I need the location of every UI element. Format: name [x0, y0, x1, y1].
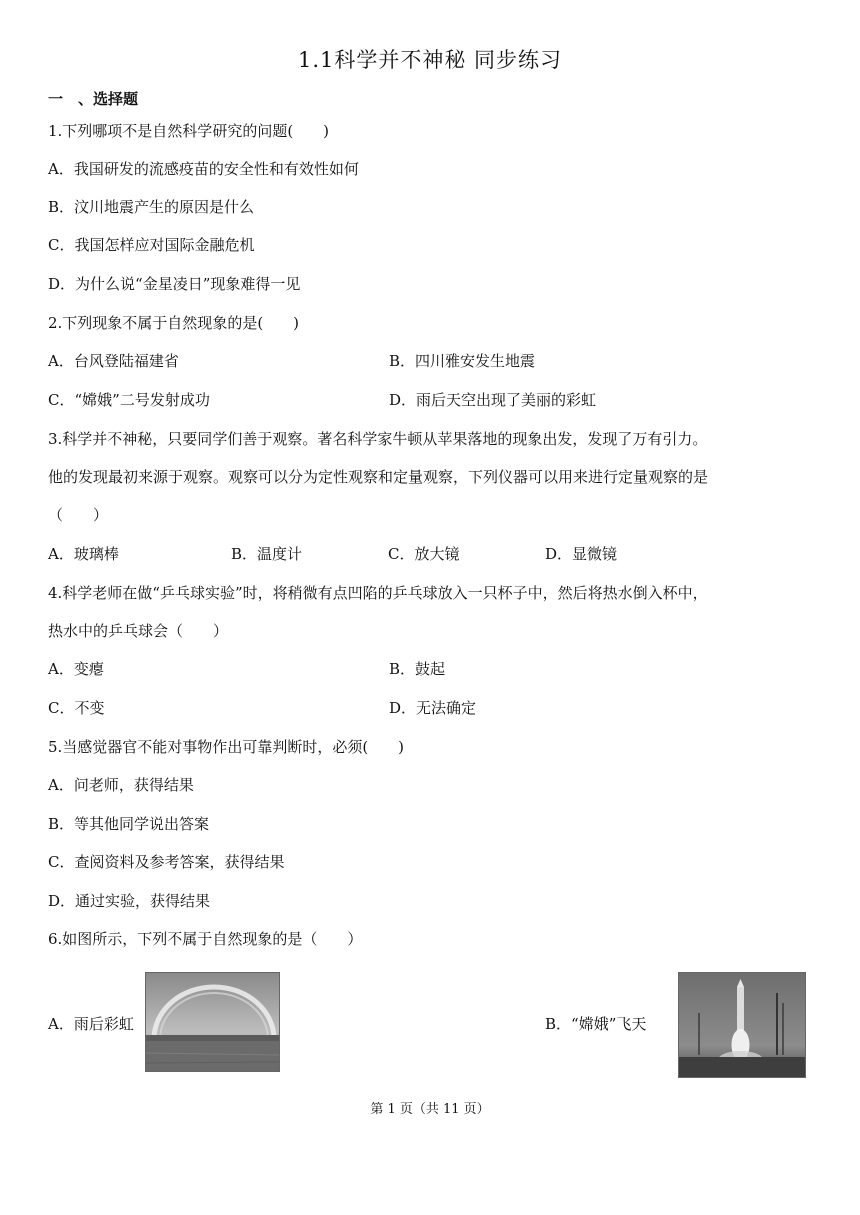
- question-4-stem-line-1: 4.科学老师在做“乒乓球实验”时，将稍微有点凹陷的乒乓球放入一只杯子中，然后将热水倒入杯中，: [48, 584, 708, 602]
- question-4-option-d[interactable]: D．无法确定: [389, 699, 477, 717]
- question-6-option-a[interactable]: A．雨后彩虹: [48, 1015, 134, 1033]
- question-1-option-d[interactable]: D．为什么说“金星凌日”现象难得一见: [48, 275, 301, 293]
- question-5-stem: 5.当感觉器官不能对事物作出可靠判断时，必须( ): [48, 738, 405, 756]
- question-3-option-c[interactable]: C．放大镜: [388, 545, 460, 563]
- question-1-option-a[interactable]: A．我国研发的流感疫苗的安全性和有效性如何: [48, 160, 359, 178]
- question-3-option-a[interactable]: A．玻璃棒: [48, 545, 119, 563]
- question-6-stem: 6.如图所示，下列不属于自然现象的是（ ）: [48, 930, 363, 948]
- question-5-option-b[interactable]: B．等其他同学说出答案: [48, 815, 210, 833]
- question-2-stem: 2.下列现象不属于自然现象的是( ): [48, 314, 300, 332]
- question-3-option-d[interactable]: D．显微镜: [545, 545, 618, 563]
- question-5-option-a[interactable]: A．问老师，获得结果: [48, 776, 194, 794]
- question-5-option-c[interactable]: C．查阅资料及参考答案，获得结果: [48, 853, 285, 871]
- page-footer: 第 1 页（共 11 页）: [370, 1102, 490, 1117]
- rainbow-photo-icon: [145, 972, 280, 1072]
- question-3-stem-line-2: 他的发现最初来源于观察。观察可以分为定性观察和定量观察，下列仪器可以用来进行定量观察的是: [48, 468, 709, 486]
- question-4-stem-line-2: 热水中的乒乓球会（ ）: [48, 622, 229, 640]
- question-2-option-b[interactable]: B．四川雅安发生地震: [389, 352, 536, 370]
- question-4-option-a[interactable]: A．变瘪: [48, 660, 104, 678]
- question-6-option-b[interactable]: B．“嫦娥”飞天: [545, 1015, 647, 1033]
- question-5-option-d[interactable]: D．通过实验，获得结果: [48, 892, 211, 910]
- question-4-option-c[interactable]: C．不变: [48, 699, 105, 717]
- question-1-option-b[interactable]: B．汶川地震产生的原因是什么: [48, 198, 255, 216]
- question-3-stem-line-3: （ ）: [48, 506, 109, 524]
- question-1-option-c[interactable]: C．我国怎样应对国际金融危机: [48, 236, 255, 254]
- question-1-stem: 1.下列哪项不是自然科学研究的问题( ): [48, 122, 330, 140]
- page-title: 1.1科学并不神秘 同步练习: [297, 48, 563, 72]
- question-2-option-d[interactable]: D．雨后天空出现了美丽的彩虹: [389, 391, 597, 409]
- question-3-stem-line-1: 3.科学并不神秘，只要同学们善于观察。著名科学家牛顿从苹果落地的现象出发，发现了万有引力。: [48, 430, 708, 448]
- rocket-launch-photo-icon: [678, 972, 806, 1078]
- question-3-option-b[interactable]: B．温度计: [231, 545, 303, 563]
- section-heading: 一 、选择题: [48, 90, 139, 108]
- question-2-option-a[interactable]: A．台风登陆福建省: [48, 352, 179, 370]
- question-2-option-c[interactable]: C．“嫦娥”二号发射成功: [48, 391, 210, 409]
- question-4-option-b[interactable]: B．鼓起: [389, 660, 446, 678]
